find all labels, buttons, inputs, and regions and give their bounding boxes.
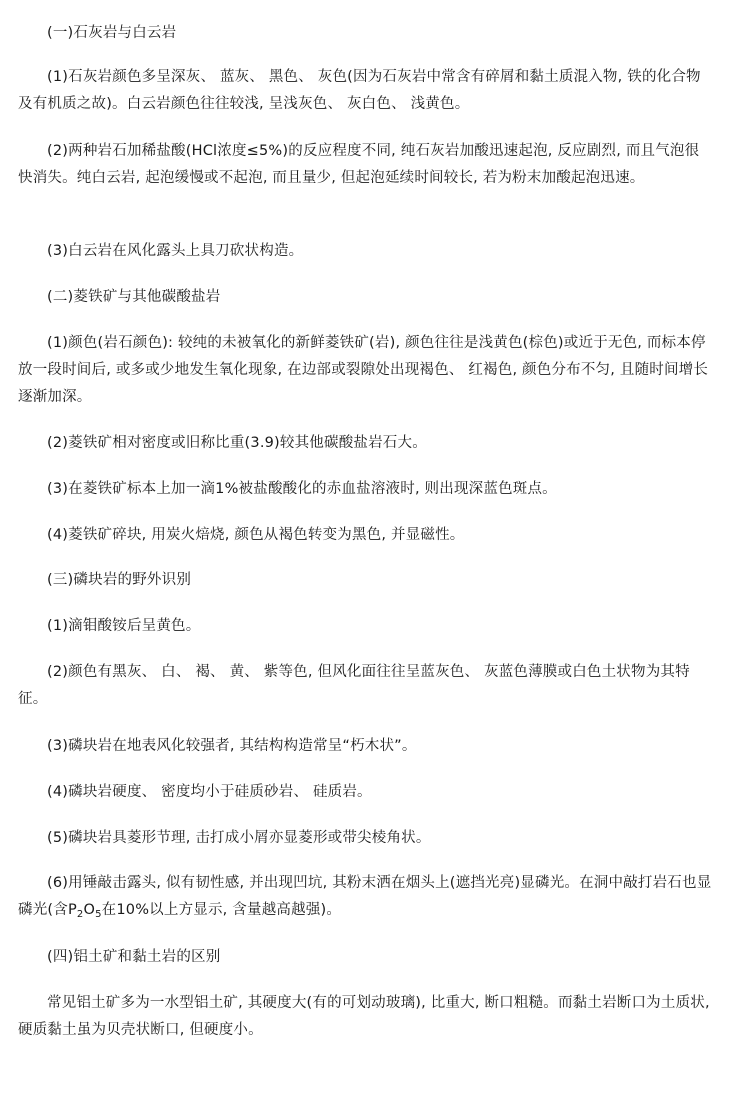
paragraph-3-1: (1)滴钼酸铵后呈黄色。	[47, 618, 201, 634]
section-heading-1: (一)石灰岩与白云岩	[47, 25, 177, 41]
paragraph-3-5: (5)磷块岩具菱形节理, 击打成小屑亦显菱形或带尖棱角状。	[47, 830, 431, 846]
section-heading-4: (四)铝土矿和黏土岩的区别	[47, 949, 221, 965]
paragraph-1-3: (3)白云岩在风化露头上具刀砍状构造。	[47, 243, 304, 259]
paragraph-3-2: (2)颜色有黑灰、 白、 褐、 黄、 紫等色, 但风化面往往呈蓝灰色、 灰蓝色薄膜或白色土状物为其特征。	[18, 664, 690, 707]
oxygen-symbol: O	[83, 902, 96, 918]
paragraph-2-2: (2)菱铁矿相对密度或旧称比重(3.9)较其他碳酸盐岩石大。	[47, 435, 427, 451]
paragraph-3-3: (3)磷块岩在地表风化较强者, 其结构构造常呈“朽木状”。	[47, 738, 417, 754]
oxygen-subscript: 5	[95, 909, 102, 920]
paragraph-3-6-text-a: (6)用锤敲击露头, 似有韧性感, 并出现凹坑, 其粉末洒在烟头上(遮挡光亮)显磷光。在洞中敲打岩石也显磷光(含P	[18, 875, 712, 918]
paragraph-1-1: (1)石灰岩颜色多呈深灰、 蓝灰、 黑色、 灰色(因为石灰岩中常含有碎屑和黏土质混入物, 铁的化合物及有机质之故)。白云岩颜色往往较浅, 呈浅灰色、 灰白色、 浅黄色。	[18, 69, 701, 112]
paragraph-2-4: (4)菱铁矿碎块, 用炭火焙烧, 颜色从褐色转变为黑色, 并显磁性。	[47, 527, 465, 543]
phosphorus-subscript: 2	[76, 909, 84, 920]
paragraph-4-1: 常见铝土矿多为一水型铝土矿, 其硬度大(有的可划动玻璃), 比重大, 断口粗糙。而黏土岩断口为土质状, 硬质黏土虽为贝壳状断口, 但硬度小。	[18, 995, 710, 1038]
paragraph-2-3: (3)在菱铁矿标本上加一滴1%被盐酸酸化的赤血盐溶液时, 则出现深蓝色斑点。	[47, 481, 557, 497]
section-heading-3: (三)磷块岩的野外识别	[47, 572, 192, 588]
paragraph-3-6	[18, 870, 712, 924]
paragraph-3-6-text-b: 在10%以上方显示, 含量越高越强)。	[101, 902, 342, 918]
paragraph-2-1: (1)颜色(岩石颜色): 较纯的未被氧化的新鲜菱铁矿(岩), 颜色往往是浅黄色(棕色)或近于无色, 而标本停放一段时间后, 或多或少地发生氧化现象, 在边部或裂隙处出现褐色、 红褐色, 颜色分布不匀, 且随时间增长逐渐加深。	[18, 335, 709, 405]
section-heading-2: (二)菱铁矿与其他碳酸盐岩	[47, 289, 221, 305]
paragraph-3-4: (4)磷块岩硬度、 密度均小于硅质砂岩、 硅质岩。	[47, 784, 372, 800]
paragraph-1-2: (2)两种岩石加稀盐酸(HCl浓度≤5%)的反应程度不同, 纯石灰岩加酸迅速起泡, 反应剧烈, 而且气泡很快消失。纯白云岩, 起泡缓慢或不起泡, 而且量少, 但起泡延续时间较长, 若为粉末加酸起泡迅速。	[18, 143, 700, 186]
